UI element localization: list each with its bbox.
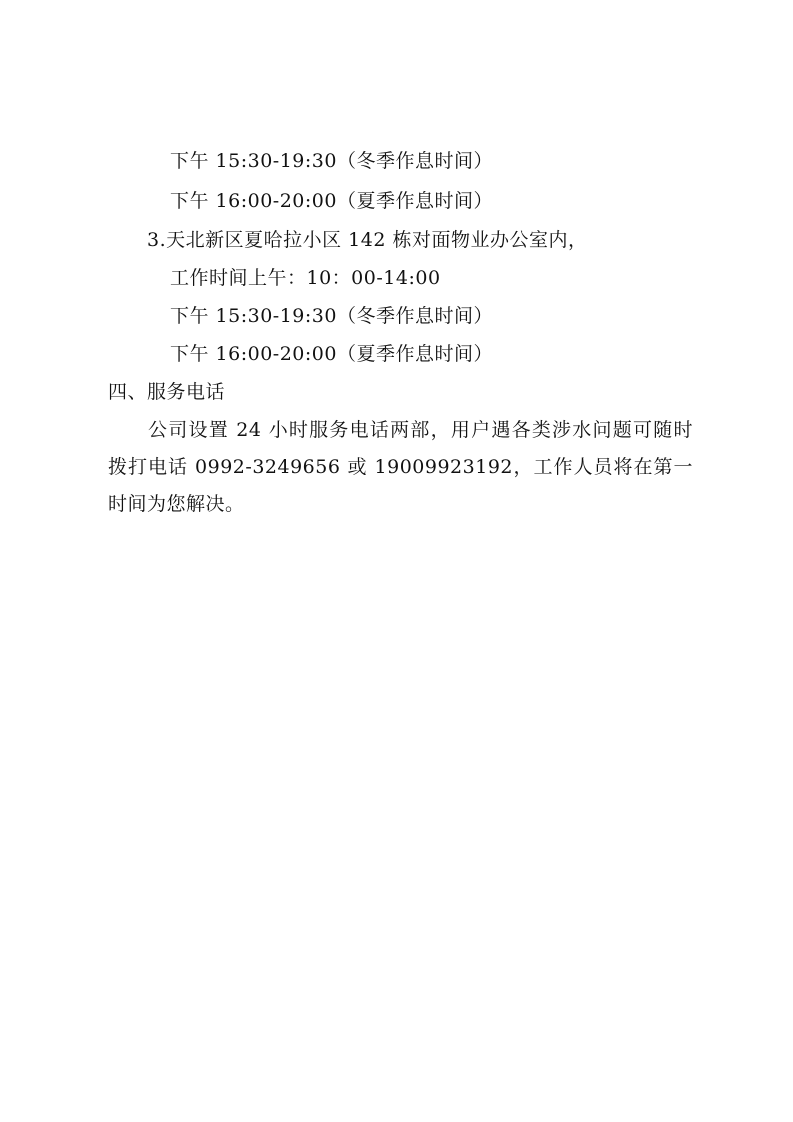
winter-hours-line: 下午 15:30-19:30（冬季作息时间）	[170, 150, 493, 172]
service-phone-paragraph: 公司设置 24 小时服务电话两部，用户遇各类涉水问题可随时拨打电话 0992-3249656 或 19009923192，工作人员将在第一时间为您解决。	[108, 419, 693, 515]
section-heading: 四、服务电话	[108, 381, 226, 403]
location-item-3: 3.天北新区夏哈拉小区 142 栋对面物业办公室内，	[147, 229, 588, 251]
summer-hours-line: 下午 16:00-20:00（夏季作息时间）	[170, 190, 493, 212]
morning-hours-line: 工作时间上午：10：00-14:00	[170, 267, 441, 289]
winter-hours-line-3: 下午 15:30-19:30（冬季作息时间）	[170, 305, 493, 327]
summer-hours-line-3: 下午 16:00-20:00（夏季作息时间）	[170, 343, 493, 365]
